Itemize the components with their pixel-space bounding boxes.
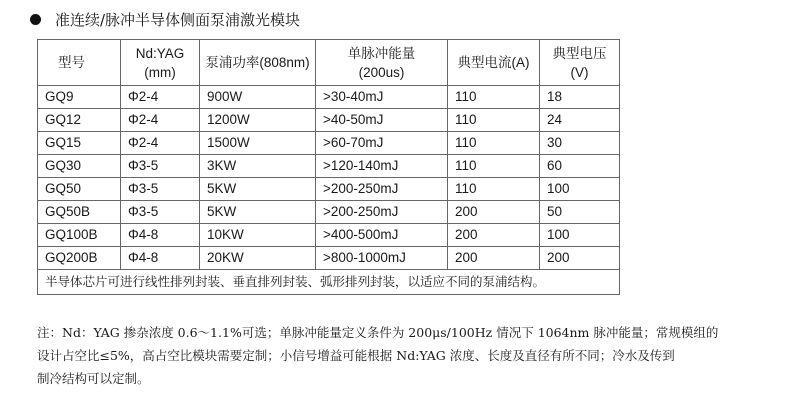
cell-voltage: 24	[540, 109, 620, 132]
cell-ndyag: Φ3-5	[121, 201, 200, 224]
cell-model: GQ100B	[38, 224, 121, 247]
table-row	[38, 178, 620, 201]
cell-model: GQ9	[38, 86, 121, 109]
cell-pump-power: 5KW	[200, 178, 316, 201]
cell-voltage: 200	[540, 247, 620, 270]
table-header-row	[38, 40, 620, 86]
cell-model: GQ15	[38, 132, 121, 155]
table-row	[38, 201, 620, 224]
table-row	[38, 109, 620, 132]
note-line: 制冷结构可以定制。	[37, 371, 150, 386]
cell-model: GQ30	[38, 155, 121, 178]
cell-ndyag: Φ2-4	[121, 109, 200, 132]
header-ndyag: Nd:YAG (mm)	[121, 40, 200, 86]
heading	[30, 7, 300, 31]
cell-model: GQ50	[38, 178, 121, 201]
cell-pump-power: 3KW	[200, 155, 316, 178]
cell-pulse-energy: >400-500mJ	[316, 224, 448, 247]
cell-model: GQ50B	[38, 201, 121, 224]
cell-ndyag: Φ4-8	[121, 224, 200, 247]
header-pump-power: 泵浦功率(808nm)	[200, 40, 316, 86]
cell-pump-power: 10KW	[200, 224, 316, 247]
table-footer-note: 半导体芯片可进行线性排列封装、垂直排列封装、弧形排列封装，以适应不同的泵浦结构。	[38, 270, 620, 295]
note-line: 注：Nd：YAG 掺杂浓度 0.6～1.1%可选；单脉冲能量定义条件为 200μs/100Hz 情况下 1064nm 脉冲能量；常规模组的	[37, 325, 719, 340]
cell-current: 110	[448, 109, 540, 132]
cell-pulse-energy: >40-50mJ	[316, 109, 448, 132]
table-row	[38, 155, 620, 178]
cell-ndyag: Φ4-8	[121, 247, 200, 270]
cell-ndyag: Φ3-5	[121, 155, 200, 178]
cell-voltage: 50	[540, 201, 620, 224]
cell-current: 200	[448, 247, 540, 270]
bullet-icon	[30, 14, 41, 25]
cell-pulse-energy: >60-70mJ	[316, 132, 448, 155]
header-pulse-energy: 单脉冲能量 (200us)	[316, 40, 448, 86]
cell-pump-power: 1500W	[200, 132, 316, 155]
cell-pump-power: 20KW	[200, 247, 316, 270]
table-row	[38, 132, 620, 155]
cell-voltage: 30	[540, 132, 620, 155]
cell-current: 200	[448, 224, 540, 247]
note-line: 设计占空比≤5%，高占空比模块需要定制；小信号增益可能根据 Nd:YAG 浓度、长度及直径有所不同；冷水及传到	[37, 348, 675, 363]
cell-pulse-energy: >120-140mJ	[316, 155, 448, 178]
cell-current: 200	[448, 201, 540, 224]
cell-pump-power: 1200W	[200, 109, 316, 132]
header-voltage: 典型电压 (V)	[540, 40, 620, 86]
cell-current: 110	[448, 86, 540, 109]
cell-voltage: 60	[540, 155, 620, 178]
page-title: 准连续/脉冲半导体侧面泵浦激光模块	[55, 10, 301, 29]
cell-pulse-energy: >200-250mJ	[316, 178, 448, 201]
cell-pump-power: 900W	[200, 86, 316, 109]
table-footer-row	[38, 270, 620, 295]
table-row	[38, 86, 620, 109]
spec-table	[37, 39, 620, 295]
cell-voltage: 100	[540, 224, 620, 247]
cell-pulse-energy: >200-250mJ	[316, 201, 448, 224]
header-model: 型号	[38, 40, 121, 86]
cell-current: 110	[448, 178, 540, 201]
cell-pulse-energy: >30-40mJ	[316, 86, 448, 109]
cell-current: 110	[448, 132, 540, 155]
cell-ndyag: Φ2-4	[121, 86, 200, 109]
cell-current: 110	[448, 155, 540, 178]
cell-voltage: 100	[540, 178, 620, 201]
table-row	[38, 247, 620, 270]
table-row	[38, 224, 620, 247]
note-block	[37, 321, 777, 390]
cell-model: GQ12	[38, 109, 121, 132]
cell-voltage: 18	[540, 86, 620, 109]
cell-pulse-energy: >800-1000mJ	[316, 247, 448, 270]
cell-ndyag: Φ2-4	[121, 132, 200, 155]
cell-pump-power: 5KW	[200, 201, 316, 224]
cell-model: GQ200B	[38, 247, 121, 270]
cell-ndyag: Φ3-5	[121, 178, 200, 201]
header-current: 典型电流(A)	[448, 40, 540, 86]
